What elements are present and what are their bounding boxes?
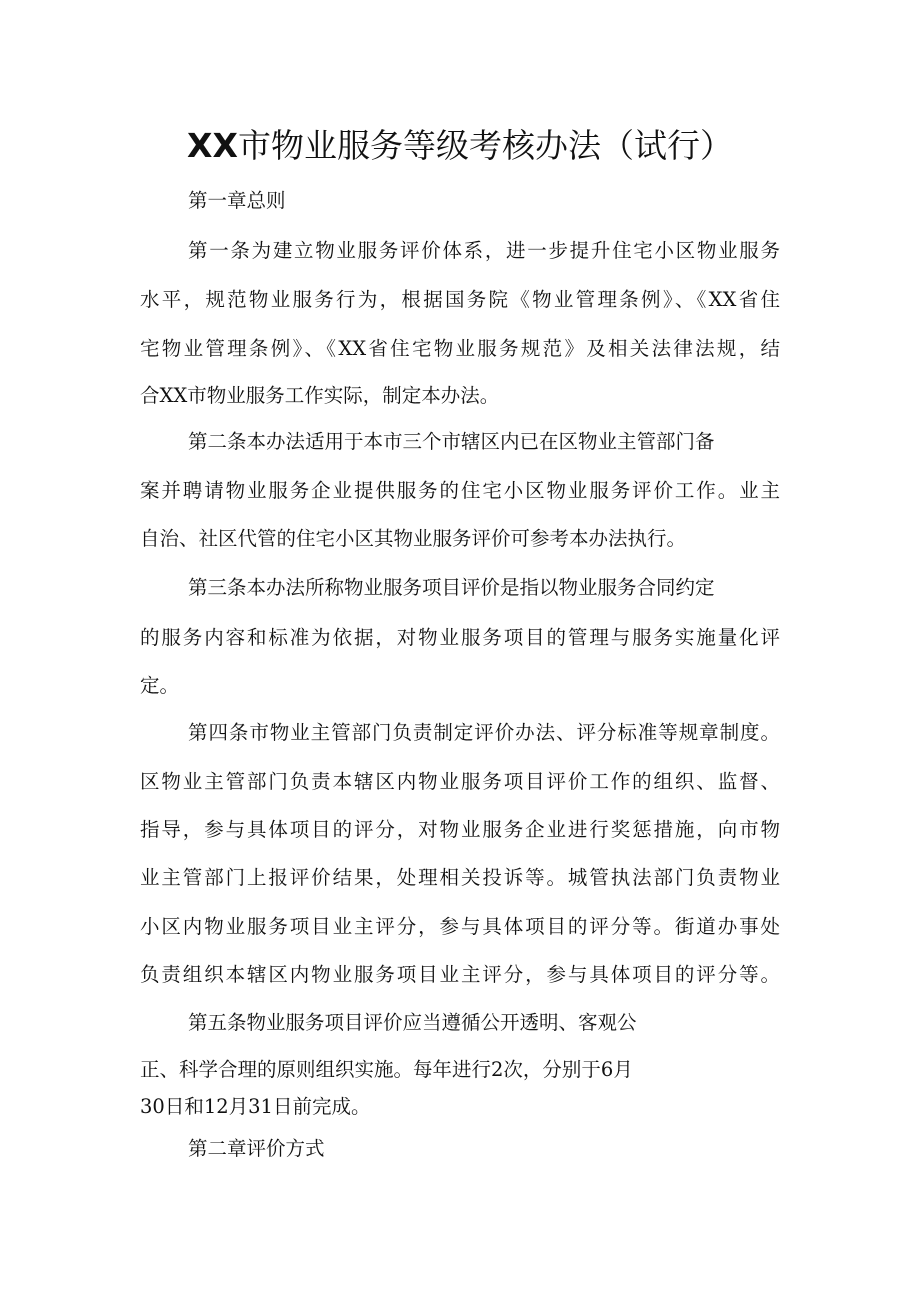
paragraph-line: 案并聘请物业服务企业提供服务的住宅小区物业服务评价工作。业主 bbox=[140, 479, 780, 502]
paragraph-line: 的服务内容和标准为依据，对物业服务项目的管理与服务实施量化评 bbox=[140, 626, 780, 649]
paragraph-line: 定。 bbox=[140, 674, 180, 697]
paragraph-line: 合XX市物业服务工作实际，制定本办法。 bbox=[140, 384, 500, 407]
paragraph-line: 区物业主管部门负责本辖区内物业服务项目评价工作的组织、监督、 bbox=[140, 770, 780, 793]
paragraph-line: 第四条市物业主管部门负责制定评价办法、评分标准等规章制度。 bbox=[188, 721, 780, 744]
paragraph-line: 指导，参与具体项目的评分，对物业服务企业进行奖惩措施，向市物 bbox=[140, 818, 780, 841]
paragraph-line: 负责组织本辖区内物业服务项目业主评分，参与具体项目的评分等。 bbox=[140, 963, 780, 986]
document-title bbox=[0, 124, 920, 168]
paragraph-line: 业主管部门上报评价结果，处理相关投诉等。城管执法部门负责物业 bbox=[140, 866, 780, 889]
paragraph-line: 30日和12月31日前完成。 bbox=[140, 1095, 371, 1118]
paragraph-line: 水平，规范物业服务行为，根据国务院《物业管理条例》、《XX省住 bbox=[140, 288, 780, 311]
paragraph-line: 小区内物业服务项目业主评分，参与具体项目的评分等。街道办事处 bbox=[140, 915, 780, 938]
title-prefix: XX bbox=[187, 126, 238, 165]
paragraph-line: 第五条物业服务项目评价应当遵循公开透明、客观公 bbox=[188, 1011, 637, 1034]
title-text: 市物业服务等级考核办法（试行） bbox=[237, 126, 733, 165]
paragraph-line: 正、科学合理的原则组织实施。每年进行2次，分别于6月 bbox=[140, 1058, 633, 1081]
chapter-heading-2: 第二章评价方式 bbox=[188, 1137, 325, 1160]
paragraph-line: 第三条本办法所称物业服务项目评价是指以物业服务合同约定 bbox=[188, 576, 715, 599]
chapter-heading-1: 第一章总则 bbox=[188, 189, 286, 212]
paragraph-line: 自治、社区代管的住宅小区其物业服务评价可参考本办法执行。 bbox=[140, 527, 687, 550]
paragraph-line: 宅物业管理条例》、《XX省住宅物业服务规范》及相关法律法规，结 bbox=[140, 337, 780, 360]
paragraph-line: 第一条为建立物业服务评价体系，进一步提升住宅小区物业服务 bbox=[188, 239, 780, 262]
paragraph-line: 第二条本办法适用于本市三个市辖区内已在区物业主管部门备 bbox=[188, 430, 715, 453]
